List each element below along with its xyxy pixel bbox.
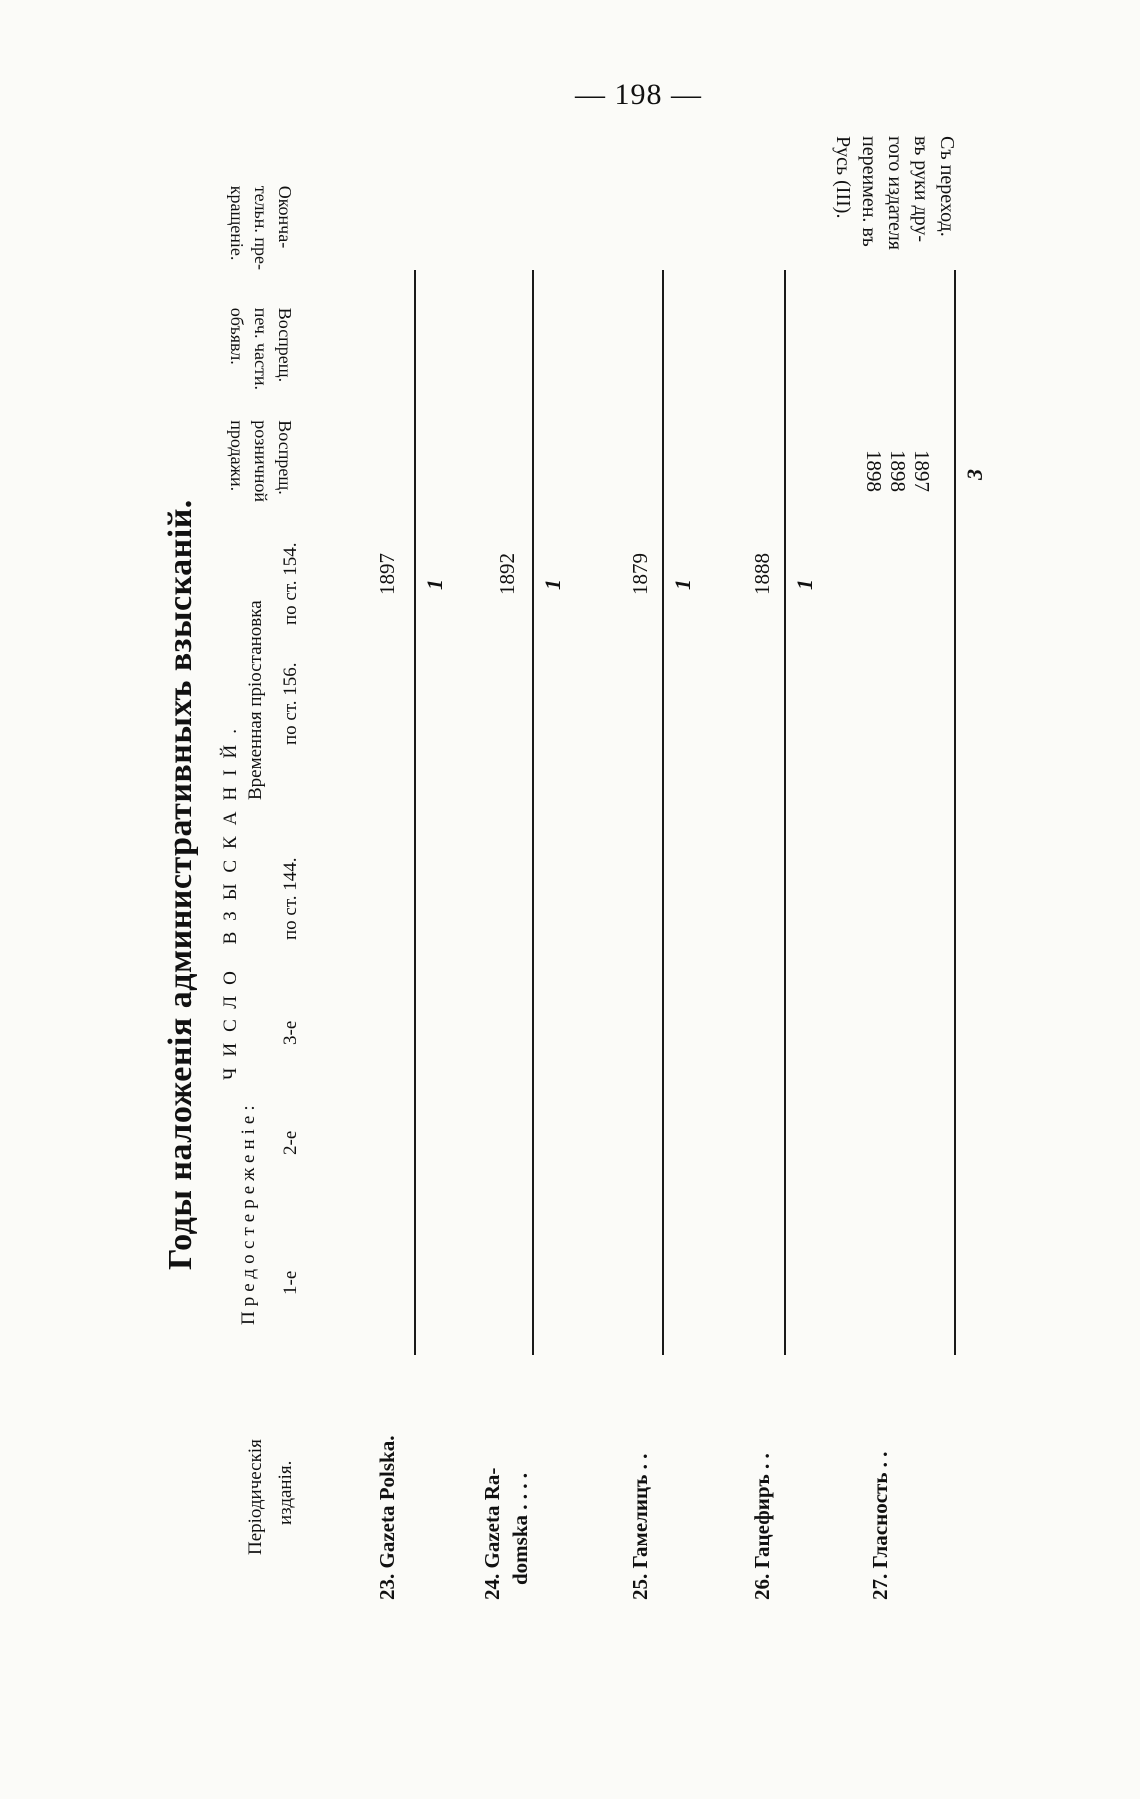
row-rule-25 bbox=[662, 270, 664, 1355]
row-count-27: 3 bbox=[962, 469, 987, 480]
rotated-table bbox=[150, 136, 1140, 1600]
row-label-24-line2: domska . . . . bbox=[508, 1472, 532, 1585]
row-label-27: 27. Гласность . . bbox=[868, 1451, 892, 1600]
row-note-27: Съ переход. въ руки дру- гого издателя переимен. въ Русь (III). bbox=[832, 136, 958, 250]
header-periodicals-line1: Періодическія bbox=[245, 1439, 266, 1555]
header-ads-ban: Воспрещ. печ. части. объявл. bbox=[227, 307, 295, 390]
header-periodicals-line2: изданія. bbox=[275, 1460, 296, 1525]
header-susp-154: по ст. 154. bbox=[280, 542, 301, 625]
row-rule-26 bbox=[784, 270, 786, 1355]
row-year-25: 1879 bbox=[628, 553, 652, 595]
row-year-26: 1888 bbox=[750, 553, 774, 595]
row-label-24-line1: 24. Gazeta Ra- bbox=[480, 1467, 504, 1600]
header-warning-1: 1-е bbox=[280, 1270, 301, 1295]
row-retail-years-27: 1897 1898 1898 bbox=[862, 450, 934, 492]
row-label-26: 26. Гацефиръ . . bbox=[750, 1453, 774, 1600]
page-number: — 198 — bbox=[575, 78, 702, 111]
row-rule-27 bbox=[954, 270, 956, 1355]
row-label-23: 23. Gazeta Polska. bbox=[375, 1435, 399, 1600]
table-subtitle: ЧИСЛО ВЗЫСКАНІЙ. bbox=[220, 718, 241, 1080]
header-warnings: Предостереженіе: bbox=[238, 1100, 259, 1325]
header-susp-144: по ст. 144. bbox=[280, 857, 301, 940]
row-rule-24 bbox=[532, 270, 534, 1355]
header-warning-3: 3-е bbox=[280, 1020, 301, 1045]
row-label-25: 25. Гамелицъ . . bbox=[628, 1453, 652, 1600]
header-susp-156: по ст. 156. bbox=[280, 662, 301, 745]
row-count-23: 1 bbox=[422, 579, 447, 590]
row-year-23: 1897 bbox=[375, 553, 399, 595]
row-year-24: 1892 bbox=[495, 553, 519, 595]
row-count-25: 1 bbox=[670, 579, 695, 590]
page-title: Годы наложенія административныхъ взысканій. bbox=[162, 499, 199, 1270]
row-count-24: 1 bbox=[540, 579, 565, 590]
row-count-26: 1 bbox=[792, 579, 817, 590]
header-warning-2: 2-е bbox=[280, 1130, 301, 1155]
header-retail-ban: Воспрещ. розничной продажи. bbox=[227, 420, 295, 502]
header-suspension: Временная пріостановка bbox=[245, 600, 266, 800]
row-rule-23 bbox=[414, 270, 416, 1355]
header-final-ban: Оконча- тельн. пре- кращеніе. bbox=[227, 185, 295, 270]
